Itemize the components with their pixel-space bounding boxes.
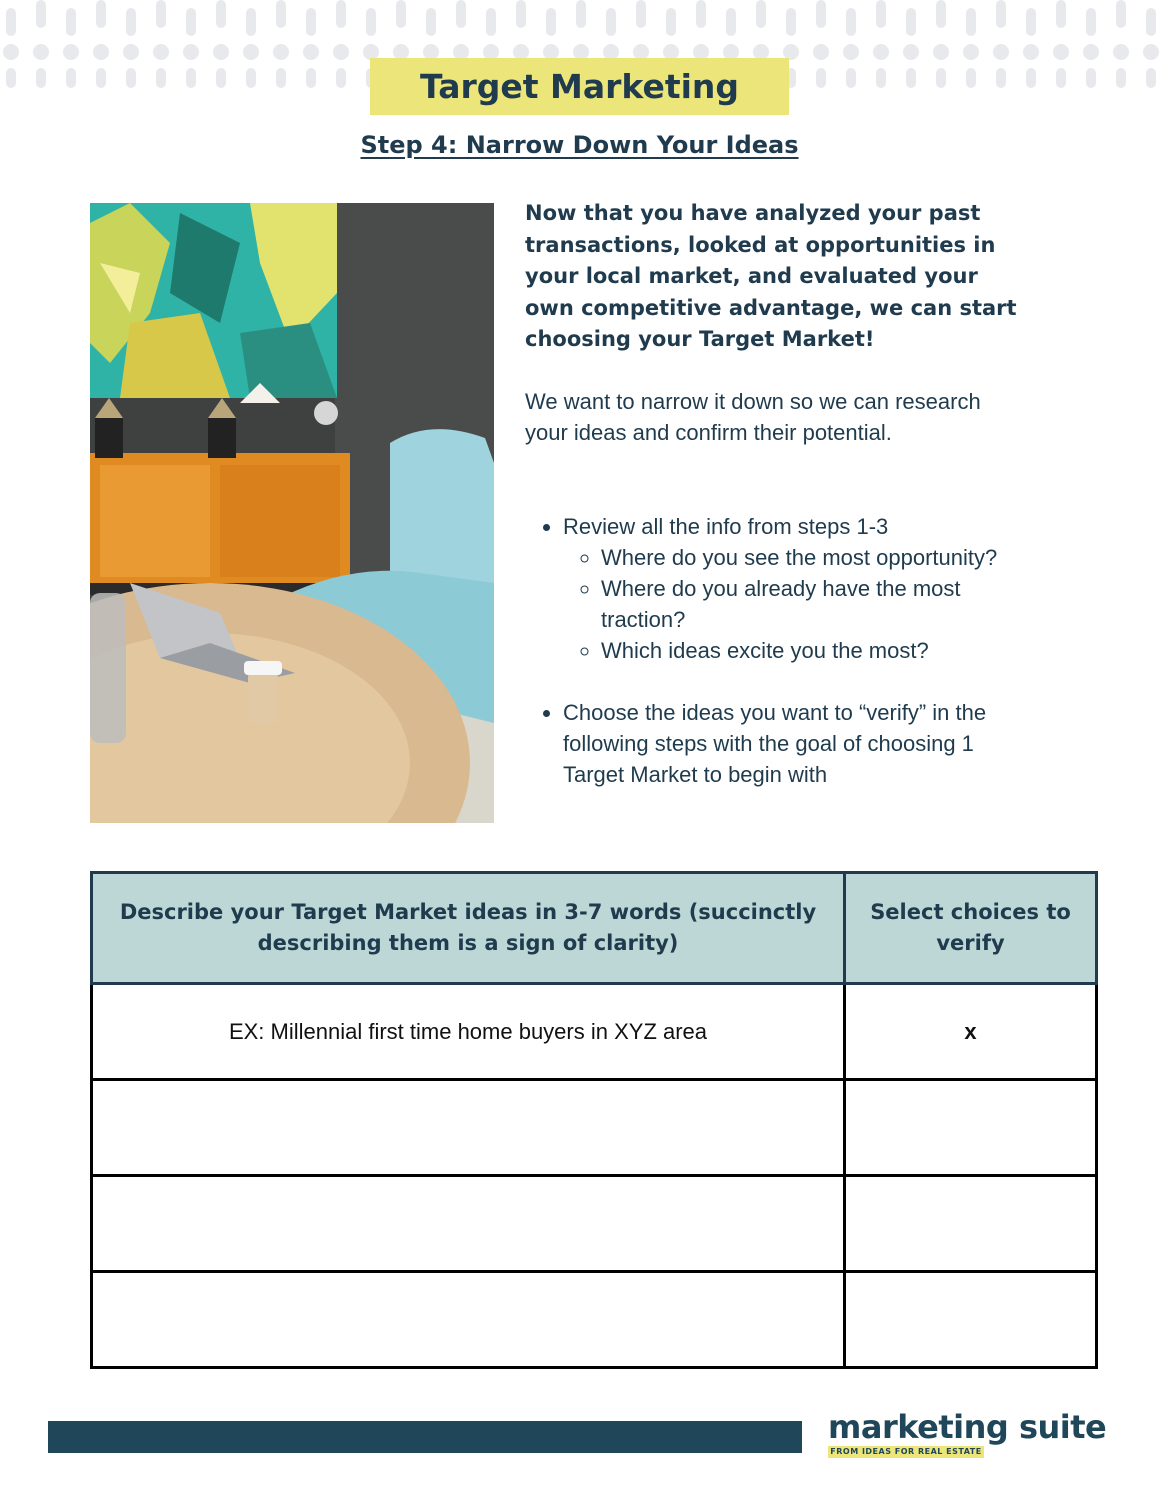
brand-logo xyxy=(828,1410,1108,1460)
table-row xyxy=(92,984,1097,1080)
idea-cell[interactable]: EX: Millennial first time home buyers in XYZ area xyxy=(92,984,845,1080)
idea-cell[interactable] xyxy=(92,1176,845,1272)
table-header-ideas: Describe your Target Market ideas in 3-7 words (succinctly describing them is a sign of clarity) xyxy=(92,873,845,984)
verify-cell[interactable] xyxy=(845,1176,1097,1272)
table-header-verify: Select choices to verify xyxy=(845,873,1097,984)
intro-bold-text: Now that you have analyzed your past transactions, looked at opportunities in your local market, and evaluated your own competitive advantage, we can start choosing your Target Market! xyxy=(525,201,1017,351)
table-row xyxy=(92,1080,1097,1176)
bullet-list xyxy=(525,511,1025,790)
sub-bullet-item: ◦ Where do you already have the most traction? xyxy=(601,573,1025,635)
bullet-item: • Choose the ideas you want to “verify” in the following steps with the goal of choosing 1 Target Market to begin with xyxy=(563,697,1025,790)
logo-tagline: FROM IDEAS FOR REAL ESTATE xyxy=(828,1446,984,1458)
footer-bar xyxy=(48,1421,802,1453)
sub-bullet-item: ◦ Where do you see the most opportunity? xyxy=(601,542,1025,573)
title-banner xyxy=(370,58,789,115)
verify-cell[interactable]: x xyxy=(845,984,1097,1080)
table-row xyxy=(92,1272,1097,1368)
idea-cell[interactable] xyxy=(92,1272,845,1368)
bullet-text: Review all the info from steps 1-3 xyxy=(563,514,889,539)
idea-cell[interactable] xyxy=(92,1080,845,1176)
step-heading: Step 4: Narrow Down Your Ideas xyxy=(360,131,799,159)
lounge-photo xyxy=(90,203,494,823)
logo-text: marketing suite xyxy=(828,1408,1107,1446)
target-market-table xyxy=(90,871,1098,1369)
sub-bullet-item: ◦ Which ideas excite you the most? xyxy=(601,635,1025,666)
table-row xyxy=(92,1176,1097,1272)
intro-body-text: We want to narrow it down so we can research your ideas and confirm their potential. xyxy=(525,389,981,445)
bullet-item xyxy=(563,511,1025,666)
verify-cell[interactable] xyxy=(845,1080,1097,1176)
verify-cell[interactable] xyxy=(845,1272,1097,1368)
page-title: Target Marketing xyxy=(419,67,740,106)
lounge-photo-icon xyxy=(90,203,494,823)
